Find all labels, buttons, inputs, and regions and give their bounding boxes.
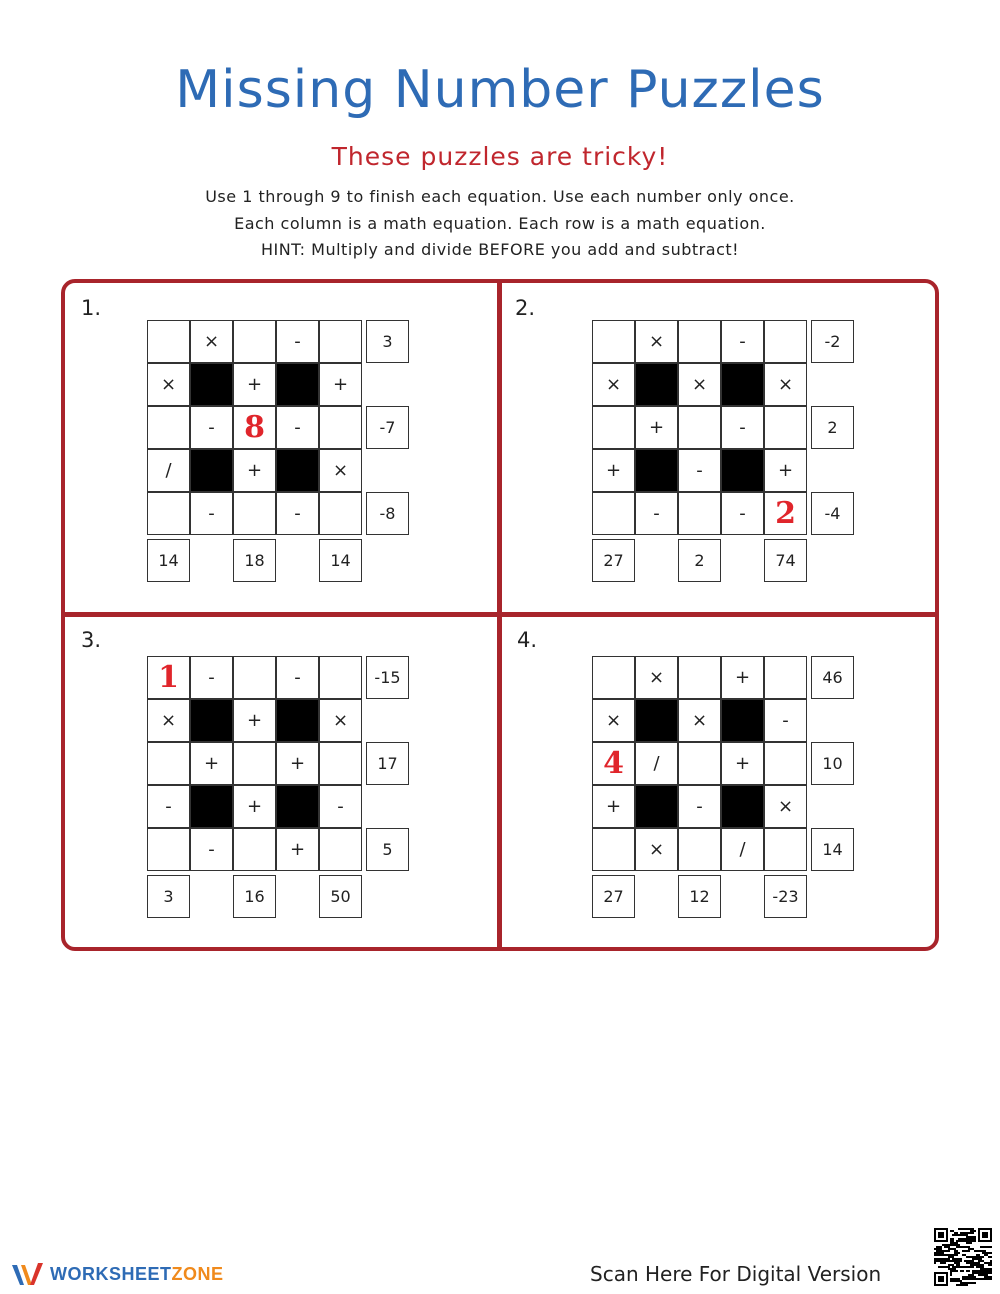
answer-cell[interactable] xyxy=(764,828,807,871)
operator-cell: - xyxy=(190,406,233,449)
blocked-cell xyxy=(721,363,764,406)
blocked-cell xyxy=(635,363,678,406)
blocked-cell xyxy=(190,699,233,742)
operator-cell: - xyxy=(190,656,233,699)
operator-cell: / xyxy=(721,828,764,871)
operator-cell: × xyxy=(764,363,807,406)
answer-cell[interactable] xyxy=(592,406,635,449)
operator-cell: + xyxy=(721,742,764,785)
row-result-box: 14 xyxy=(811,828,854,871)
answer-cell[interactable] xyxy=(764,656,807,699)
puzzle-number: 3. xyxy=(81,628,102,652)
puzzle-grid xyxy=(592,320,807,535)
operator-cell: / xyxy=(147,449,190,492)
answer-cell[interactable] xyxy=(319,406,362,449)
row-result-box: 17 xyxy=(366,742,409,785)
answer-cell[interactable] xyxy=(764,742,807,785)
column-result-box: 27 xyxy=(592,875,635,918)
worksheetzone-logo-icon xyxy=(10,1259,46,1289)
operator-cell: - xyxy=(635,492,678,535)
row-result-box: 5 xyxy=(366,828,409,871)
answer-cell[interactable] xyxy=(147,406,190,449)
answer-cell[interactable] xyxy=(147,320,190,363)
operator-cell: - xyxy=(721,492,764,535)
operator-cell: + xyxy=(592,449,635,492)
operator-cell: + xyxy=(319,363,362,406)
row-result-box: -15 xyxy=(366,656,409,699)
answer-cell[interactable] xyxy=(592,828,635,871)
column-result-box: 14 xyxy=(319,539,362,582)
operator-cell: - xyxy=(190,492,233,535)
puzzle-grid xyxy=(147,656,362,871)
instruction-line-1: Use 1 through 9 to finish each equation. Use each number only once. xyxy=(205,187,795,206)
row-result-box: -2 xyxy=(811,320,854,363)
column-result-box: 18 xyxy=(233,539,276,582)
operator-cell: + xyxy=(635,406,678,449)
answer-cell[interactable] xyxy=(233,320,276,363)
scan-instruction: Scan Here For Digital Version xyxy=(590,1262,882,1286)
answer-cell[interactable] xyxy=(319,828,362,871)
row-result-box: -7 xyxy=(366,406,409,449)
operator-cell: × xyxy=(635,656,678,699)
column-result-box: 27 xyxy=(592,539,635,582)
operator-cell: + xyxy=(764,449,807,492)
blocked-cell xyxy=(276,363,319,406)
operator-cell: + xyxy=(276,828,319,871)
blocked-cell xyxy=(190,449,233,492)
blocked-cell xyxy=(635,699,678,742)
operator-cell: - xyxy=(276,320,319,363)
answer-cell[interactable] xyxy=(592,492,635,535)
logo-word-zone: ZONE xyxy=(171,1263,224,1284)
answer-cell[interactable] xyxy=(678,742,721,785)
answer-cell[interactable] xyxy=(764,406,807,449)
row-result-box: 3 xyxy=(366,320,409,363)
operator-cell: + xyxy=(233,699,276,742)
operator-cell: × xyxy=(592,699,635,742)
answer-cell[interactable] xyxy=(678,406,721,449)
blocked-cell xyxy=(721,699,764,742)
column-result-box: 14 xyxy=(147,539,190,582)
operator-cell: - xyxy=(147,785,190,828)
answer-cell[interactable] xyxy=(233,656,276,699)
logo-word-worksheet: WORKSHEET xyxy=(50,1263,172,1284)
operator-cell: - xyxy=(276,656,319,699)
column-result-box: -23 xyxy=(764,875,807,918)
row-result-box: 10 xyxy=(811,742,854,785)
answer-cell[interactable] xyxy=(147,828,190,871)
operator-cell: / xyxy=(635,742,678,785)
column-result-box: 50 xyxy=(319,875,362,918)
row-result-box: 46 xyxy=(811,656,854,699)
operator-cell: + xyxy=(233,363,276,406)
operator-cell: + xyxy=(592,785,635,828)
operator-cell: × xyxy=(147,363,190,406)
blocked-cell xyxy=(190,785,233,828)
instruction-line-3: HINT: Multiply and divide BEFORE you add and subtract! xyxy=(260,240,740,259)
given-number-cell: 1 xyxy=(147,656,190,699)
column-result-box: 74 xyxy=(764,539,807,582)
operator-cell: - xyxy=(764,699,807,742)
answer-cell[interactable] xyxy=(678,320,721,363)
answer-cell[interactable] xyxy=(319,656,362,699)
puzzle-number: 4. xyxy=(517,628,538,652)
operator-cell: - xyxy=(721,320,764,363)
operator-cell: + xyxy=(721,656,764,699)
operator-cell: × xyxy=(678,699,721,742)
operator-cell: + xyxy=(190,742,233,785)
answer-cell[interactable] xyxy=(147,742,190,785)
column-result-box: 2 xyxy=(678,539,721,582)
worksheetzone-logo xyxy=(10,1257,224,1291)
given-number-cell: 8 xyxy=(233,406,276,449)
answer-cell[interactable] xyxy=(319,320,362,363)
blocked-cell xyxy=(276,699,319,742)
operator-cell: - xyxy=(190,828,233,871)
operator-cell: × xyxy=(592,363,635,406)
operator-cell: - xyxy=(721,406,764,449)
operator-cell: - xyxy=(276,492,319,535)
operator-cell: × xyxy=(190,320,233,363)
operator-cell: × xyxy=(319,449,362,492)
operator-cell: × xyxy=(319,699,362,742)
operator-cell: - xyxy=(276,406,319,449)
puzzle-number: 1. xyxy=(81,296,102,320)
blocked-cell xyxy=(635,785,678,828)
operator-cell: - xyxy=(678,785,721,828)
blocked-cell xyxy=(721,785,764,828)
operator-cell: + xyxy=(276,742,319,785)
frame-horizontal-divider xyxy=(63,612,937,617)
answer-cell[interactable] xyxy=(592,320,635,363)
answer-cell[interactable] xyxy=(678,492,721,535)
answer-cell[interactable] xyxy=(233,492,276,535)
qr-code-icon[interactable] xyxy=(934,1228,992,1286)
puzzle-grid xyxy=(147,320,362,535)
operator-cell: × xyxy=(764,785,807,828)
given-number-cell: 4 xyxy=(592,742,635,785)
page-subtitle: These puzzles are tricky! xyxy=(331,142,669,171)
row-result-box: 2 xyxy=(811,406,854,449)
column-result-box: 3 xyxy=(147,875,190,918)
operator-cell: - xyxy=(319,785,362,828)
blocked-cell xyxy=(721,449,764,492)
operator-cell: - xyxy=(678,449,721,492)
row-result-box: -8 xyxy=(366,492,409,535)
column-result-box: 16 xyxy=(233,875,276,918)
answer-cell[interactable] xyxy=(764,320,807,363)
operator-cell: × xyxy=(635,320,678,363)
blocked-cell xyxy=(635,449,678,492)
instruction-line-2: Each column is a math equation. Each row is a math equation. xyxy=(234,214,766,233)
operator-cell: × xyxy=(635,828,678,871)
operator-cell: + xyxy=(233,785,276,828)
answer-cell[interactable] xyxy=(319,492,362,535)
answer-cell[interactable] xyxy=(319,742,362,785)
operator-cell: + xyxy=(233,449,276,492)
answer-cell[interactable] xyxy=(233,742,276,785)
blocked-cell xyxy=(276,449,319,492)
answer-cell[interactable] xyxy=(147,492,190,535)
operator-cell: × xyxy=(147,699,190,742)
column-result-box: 12 xyxy=(678,875,721,918)
puzzle-number: 2. xyxy=(515,296,536,320)
row-result-box: -4 xyxy=(811,492,854,535)
puzzle-grid xyxy=(592,656,807,871)
operator-cell: × xyxy=(678,363,721,406)
answer-cell[interactable] xyxy=(233,828,276,871)
blocked-cell xyxy=(276,785,319,828)
page-title: Missing Number Puzzles xyxy=(175,60,825,120)
blocked-cell xyxy=(190,363,233,406)
answer-cell[interactable] xyxy=(678,828,721,871)
answer-cell[interactable] xyxy=(592,656,635,699)
given-number-cell: 2 xyxy=(764,492,807,535)
answer-cell[interactable] xyxy=(678,656,721,699)
